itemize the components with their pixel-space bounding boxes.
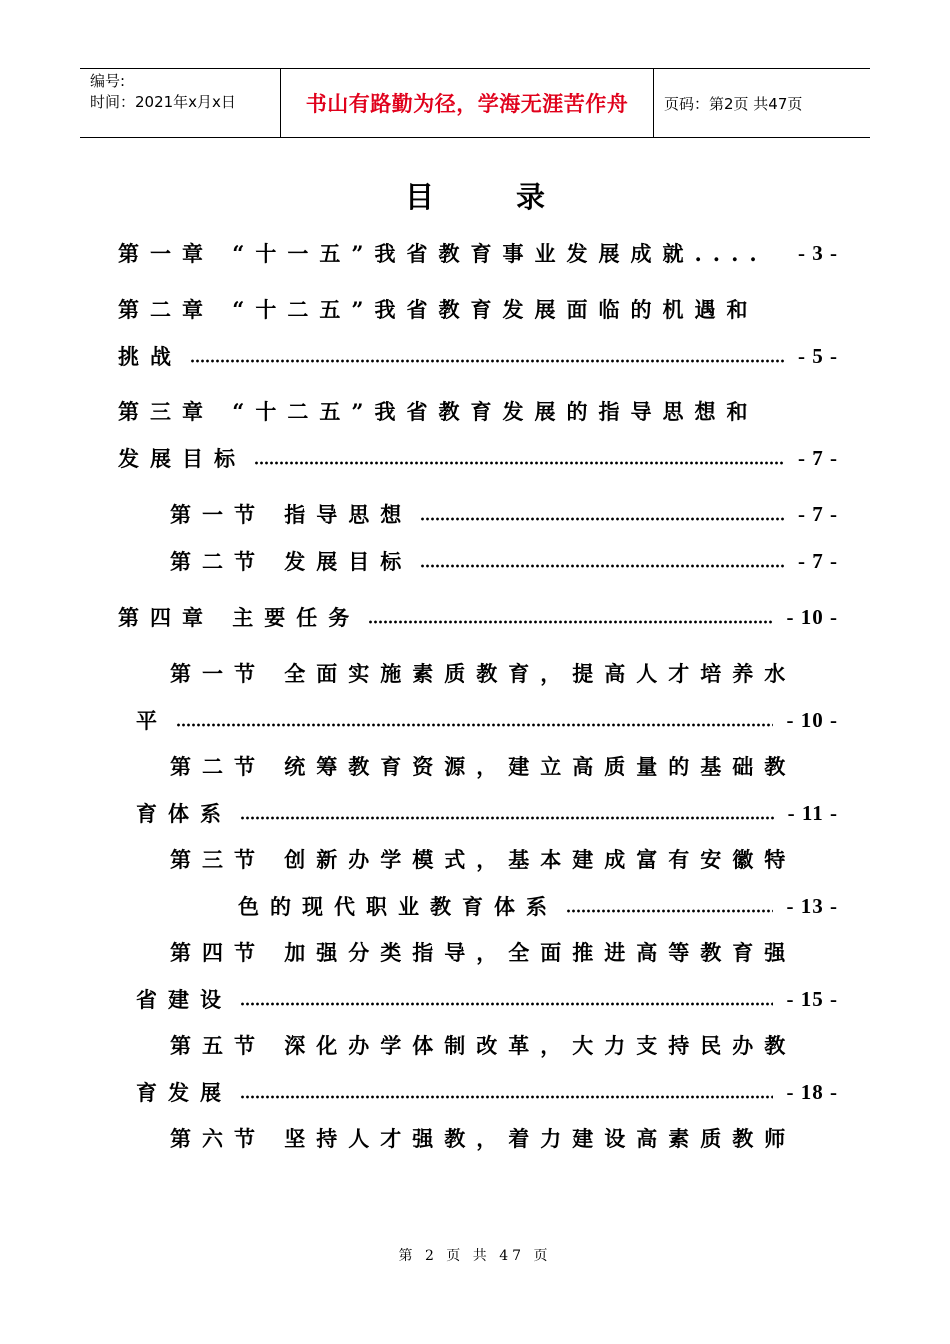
toc-entry-section-4-4-cont[interactable] [136,982,838,1016]
toc-entry-text: 第四节 加强分类指导，全面推进高等教育强 [170,940,797,965]
toc-entry-section-3-1[interactable] [170,497,838,531]
toc-entry-text: 第一节 指导思想 [170,502,413,527]
leader-dots [420,517,784,521]
toc-entry-text: 挑战 [118,344,182,369]
toc-entry-section-4-4[interactable] [170,935,838,969]
toc-entry-page: - 3 - [798,240,838,265]
leader-dots [240,816,774,820]
leader-dots [420,564,784,568]
header-left [80,69,281,137]
toc-entry-chapter-2[interactable] [118,292,838,326]
toc-entry-page: - 15 - [786,986,838,1011]
leader-dots [176,723,773,727]
toc-entry-page: - 10 - [786,707,838,732]
toc-entry-text: 育发展 [136,1080,232,1105]
toc-entry-section-4-2[interactable] [170,749,838,783]
motto: 书山有路勤为径，学海无涯苦作舟 [281,69,654,137]
toc-entry-section-3-2[interactable] [170,544,838,578]
leader-dots [254,461,784,465]
toc-entry-page: - 11 - [787,800,838,825]
toc-entry-chapter-3[interactable] [118,394,838,428]
toc-entry-section-4-3[interactable] [170,842,838,876]
leader-dots [566,909,773,913]
leader-dots [368,620,772,624]
toc-entry-text: 第三章 “十二五”我省教育发展的指导思想和 [118,399,759,424]
toc-entry-text: 第六节 坚持人才强教，着力建设高素质教师 [170,1126,797,1151]
header-page-info: 页码：第2页 共47页 [664,94,803,113]
page-footer: 第 2 页 共 47 页 [398,1248,552,1264]
toc-entry-page: - 18 - [786,1079,838,1104]
leader-dots [240,1002,773,1006]
toc-entry-chapter-3-cont[interactable] [118,441,838,475]
toc-entry-page: - 13 - [786,893,838,918]
page-header [80,68,870,138]
toc-entry-section-4-5-cont[interactable] [136,1075,838,1109]
leader-dots [190,359,784,363]
toc-entry-page: - 7 - [798,445,838,470]
toc-entry-page: - 7 - [798,501,838,526]
toc-entry-chapter-2-cont[interactable] [118,339,838,373]
toc-entry-section-4-3-cont[interactable] [238,889,838,923]
toc-entry-section-4-5[interactable] [170,1028,838,1062]
toc-entry-text: 平 [136,708,168,733]
toc-entry-text: 省建设 [136,987,232,1012]
toc-title: 目 录 [404,180,582,214]
toc-entry-text: 第二章 “十二五”我省教育发展面临的机遇和 [118,297,759,322]
code-label: 编号: [90,72,126,90]
toc-entry-text: 第一节 全面实施素质教育，提高人才培养水 [170,661,797,686]
toc-entry-text: 色的现代职业教育体系 [238,894,558,919]
toc-entry-text: 第一章 “十一五”我省教育事业发展成就.... [118,241,768,266]
toc-entry-chapter-1[interactable] [118,236,838,270]
toc-entry-text: 第三节 创新办学模式，基本建成富有安徽特 [170,847,797,872]
toc-entry-page: - 7 - [798,548,838,573]
toc-entry-section-4-6[interactable] [170,1121,838,1155]
toc-entry-chapter-4[interactable] [118,600,838,634]
date-label: 时间：2021年x月x日 [90,93,236,111]
toc-entry-text: 第二节 发展目标 [170,549,413,574]
toc-entry-page: - 5 - [798,343,838,368]
toc-entry-text: 发展目标 [118,446,246,471]
leader-dots [240,1095,773,1099]
toc-entry-section-4-2-cont[interactable] [136,796,838,830]
toc-entry-section-4-1[interactable] [170,656,838,690]
toc-entry-text: 第二节 统筹教育资源，建立高质量的基础教 [170,754,797,779]
toc-entry-text: 第四章 主要任务 [118,605,361,630]
toc-entry-text: 第五节 深化办学体制改革，大力支持民办教 [170,1033,797,1058]
toc-entry-section-4-1-cont[interactable] [136,703,838,737]
toc-entry-page: - 10 - [786,604,838,629]
toc-entry-text: 育体系 [136,801,232,826]
